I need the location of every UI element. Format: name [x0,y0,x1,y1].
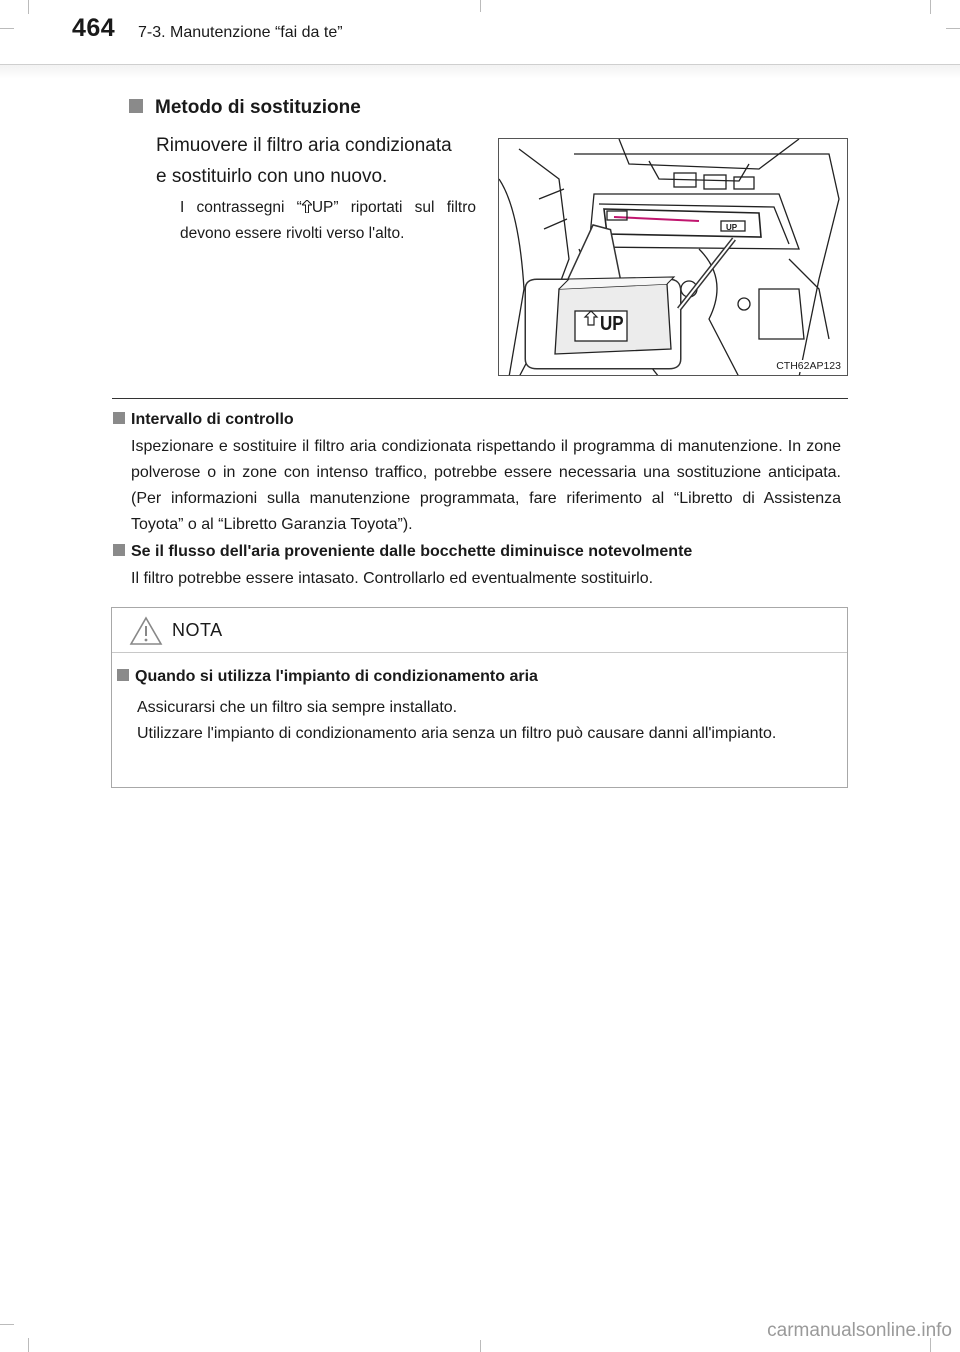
intro-line: Rimuovere il filtro aria condizionata [156,135,452,156]
subsection-heading [113,543,692,561]
subsection-heading-text: Se il flusso dell'aria proveniente dalle bocchette diminuisce notevolmente [131,543,693,560]
orientation-note [180,195,476,247]
section-heading [129,97,361,119]
subsection-heading-text: Intervallo di controllo [131,411,294,428]
square-bullet-icon [113,412,125,424]
square-bullet-icon [117,669,129,681]
page-number: 464 [72,14,116,42]
crop-mark [946,28,960,29]
notice-label: NOTA [172,620,223,640]
notice-title [117,668,538,686]
chapter-title: 7-3. Manutenzione “fai da te” [138,24,343,41]
crop-mark [480,0,481,12]
header-rule [0,64,960,79]
notice-box [111,607,848,788]
section-heading-text: Metodo di sostituzione [155,97,361,118]
crop-mark [0,28,14,29]
crop-mark [480,1340,481,1352]
crop-mark [28,0,29,14]
filter-illustration-drawing [499,139,848,376]
subsection-heading [113,411,294,429]
figure-code: CTH62AP123 [776,360,841,372]
square-bullet-icon [129,99,143,113]
notice-header [112,608,847,653]
subsection-body: Il filtro potrebbe essere intasato. Controllarlo ed eventualmente sostituirlo. [131,570,654,587]
note-suffix: UP” riportati sul filtro devono essere rivolti verso l'alto. [180,199,476,242]
filter-illustration [498,138,848,376]
figure-up-label-small: UP [726,223,738,232]
notice-title-text: Quando si utilizza l'impianto di condizionamento aria [135,668,538,685]
crop-mark [0,1324,14,1325]
note-prefix: I contrassegni “ [180,199,302,216]
crop-mark [28,1338,29,1352]
up-arrow-icon [302,200,312,213]
warning-triangle-icon [129,616,163,646]
notice-body [137,695,833,747]
notice-line: Utilizzare l'impianto di condizionamento aria senza un filtro può causare danni all'impianto. [137,725,777,742]
square-bullet-icon [113,544,125,556]
notice-line: Assicurarsi che un filtro sia sempre installato. [137,699,458,716]
intro-line: e sostituirlo con uno nuovo. [156,166,388,187]
subsection-body: Ispezionare e sostituire il filtro aria condizionata rispettando il programma di manutenzione. In zone polverose o in zone con intenso traffico, potrebbe essere necessaria una sostituzione anticipata. (Per informazioni sulla manutenzione programmata, fare riferimento al “Libretto di Assistenza Toyota” o al “Libretto Garanzia Toyota”). [131,438,841,533]
watermark: carmanualsonline.info [767,1320,952,1341]
figure-up-label: UP [600,313,624,335]
crop-mark [930,0,931,14]
section-divider [112,398,848,399]
intro-text [156,130,486,192]
